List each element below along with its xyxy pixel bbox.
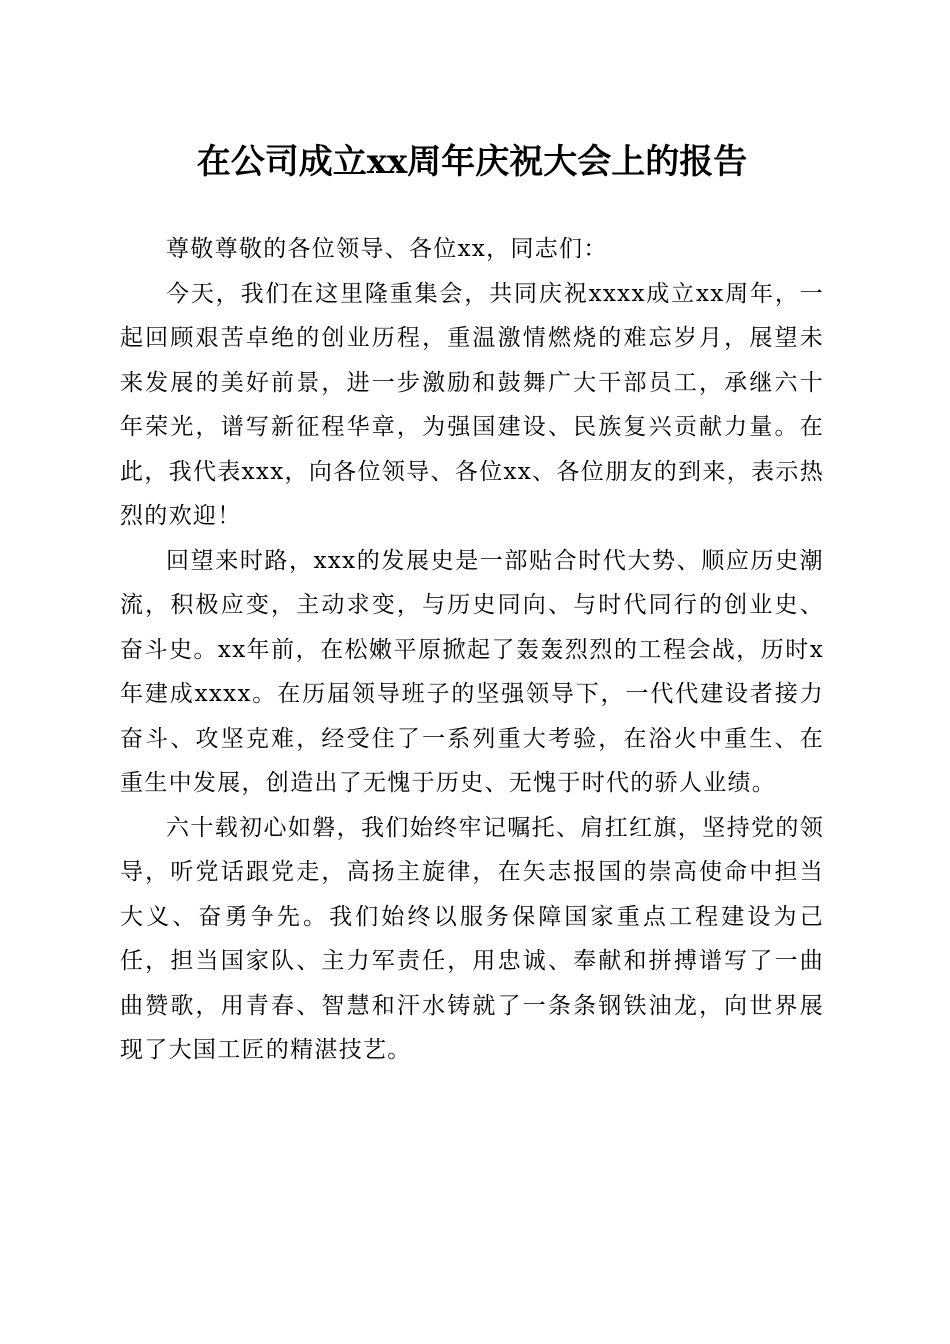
document-page: [120, 0, 824, 1073]
paragraph-opening: 今天，我们在这里隆重集会，共同庆祝xxxx成立xx周年，一起回顾艰苦卓绝的创业历程，重温激情燃烧的难忘岁月，展望未来发展的美好前景，进一步激励和鼓舞广大干部员工，承继六十年荣光，谱写新征程华章，为强国建设、民族复兴贡献力量。在此，我代表xxx，向各位领导、各位xx、各位朋友的到来，表示热烈的欢迎！: [120, 280, 824, 529]
paragraph-history: 回望来时路，xxx的发展史是一部贴合时代大势、顺应历史潮流，积极应变，主动求变，与历史同向、与时代同行的创业史、奋斗史。xx年前，在松嫩平原掀起了轰轰烈烈的工程会战，历时x年建成xxxx。在历届领导班子的坚强领导下，一代代建设者接力奋斗、攻坚克难，经受住了一系列重大考验，在浴火中重生、在重生中发展，创造出了无愧于历史、无愧于时代的骄人业绩。: [120, 547, 824, 796]
document-title: 在公司成立xx周年庆祝大会上的报告: [196, 142, 748, 182]
paragraph-mission: 六十载初心如磐，我们始终牢记嘱托、肩扛红旗，坚持党的领导，听党话跟党走，高扬主旋律，在矢志报国的崇高使命中担当大义、奋勇争先。我们始终以服务保障国家重点工程建设为己任，担当国家队、主力军责任，用忠诚、奉献和拼搏谱写了一曲曲赞歌，用青春、智慧和汗水铸就了一条条钢铁油龙，向世界展现了大国工匠的精湛技艺。: [120, 814, 824, 1063]
document-body: [120, 227, 824, 1073]
paragraph-salutation: 尊敬尊敬的各位领导、各位xx，同志们：: [166, 236, 608, 262]
